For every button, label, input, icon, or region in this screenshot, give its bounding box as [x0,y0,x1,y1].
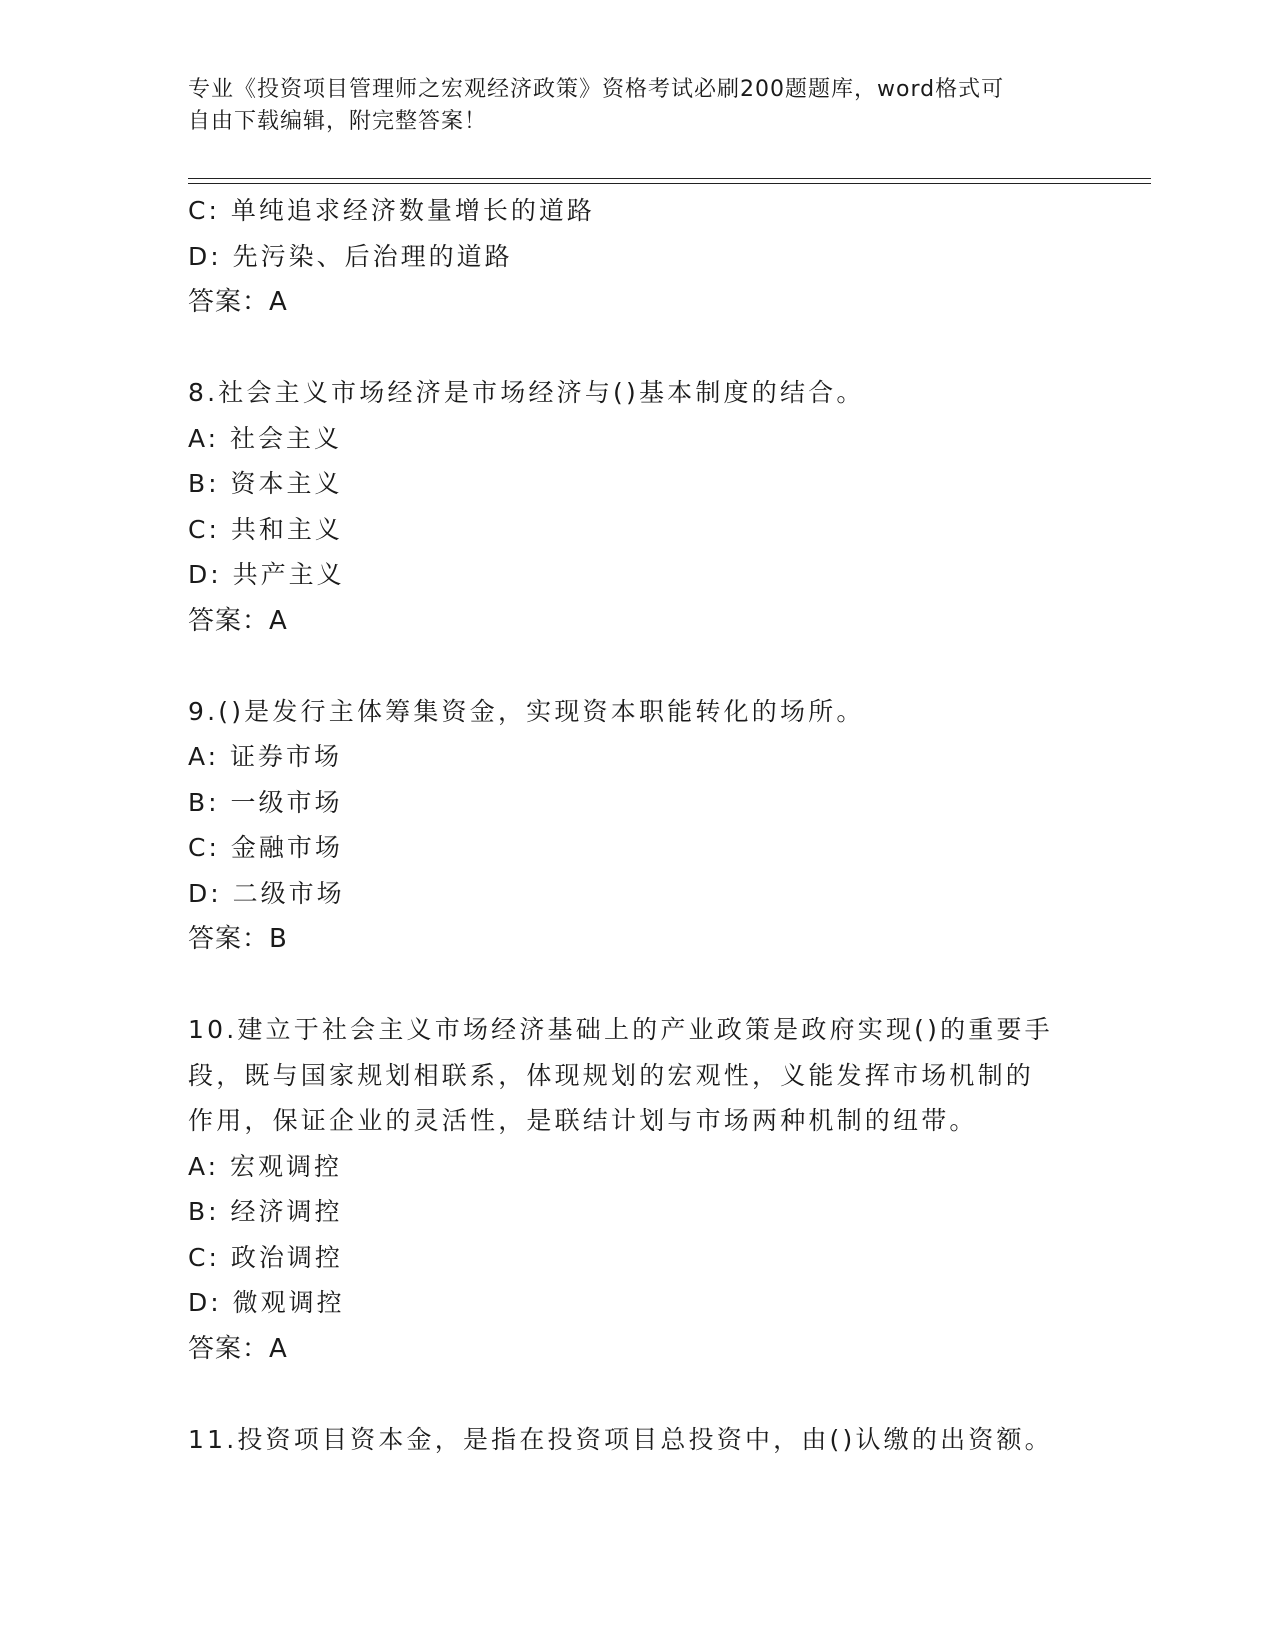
prev-question-block [188,188,1088,325]
option-d: D: 二级市场 [188,878,345,908]
answer-line: 答案：A [188,1333,288,1364]
option-a: A: 证券市场 [188,742,343,771]
answer-line: 答案：A [188,287,288,317]
header-line-2: 自由下载编辑，附完整答案！ [188,109,488,134]
header-rule-top [188,178,1151,179]
question-text: 11.投资项目资本金，是指在投资项目总投资中，由()认缴的出资额。 [188,1424,1053,1454]
document-body [188,188,1088,1462]
question-text-line-1: 10.建立于社会主义市场经济基础上的产业政策是政府实现()的重要手 [188,1015,1053,1044]
question-text: 9.()是发行主体筹集资金，实现资本职能转化的场所。 [188,696,865,726]
option-c: C: 单纯追求经济数量增长的道路 [188,196,595,225]
option-b: B: 经济调控 [188,1197,343,1226]
question-10 [188,1007,1088,1372]
question-text-line-3: 作用，保证企业的灵活性，是联结计划与市场两种机制的纽带。 [188,1106,978,1135]
option-d: D: 微观调控 [188,1288,345,1317]
question-text-line-2: 段，既与国家规划相联系，体现规划的宏观性，义能发挥市场机制的 [188,1060,1035,1090]
question-8 [188,370,1088,644]
question-text: 8.社会主义市场经济是市场经济与()基本制度的结合。 [188,378,865,407]
option-d: D: 先污染、后治理的道路 [188,241,513,271]
header-rule-bottom [188,183,1151,184]
question-11 [188,1417,1088,1463]
option-b: B: 一级市场 [188,787,343,817]
option-a: A: 宏观调控 [188,1151,343,1181]
answer-line: 答案：A [188,605,288,636]
option-c: C: 政治调控 [188,1242,343,1272]
document-header [188,74,1068,138]
option-b: B: 资本主义 [188,469,343,498]
question-9 [188,689,1088,963]
option-a: A: 社会主义 [188,423,343,453]
option-c: C: 共和主义 [188,514,343,544]
answer-line: 答案：B [188,924,288,954]
option-c: C: 金融市场 [188,833,343,862]
option-d: D: 共产主义 [188,560,345,589]
header-line-1: 专业《投资项目管理师之宏观经济政策》资格考试必刷200题题库，word格式可 [188,77,1005,102]
